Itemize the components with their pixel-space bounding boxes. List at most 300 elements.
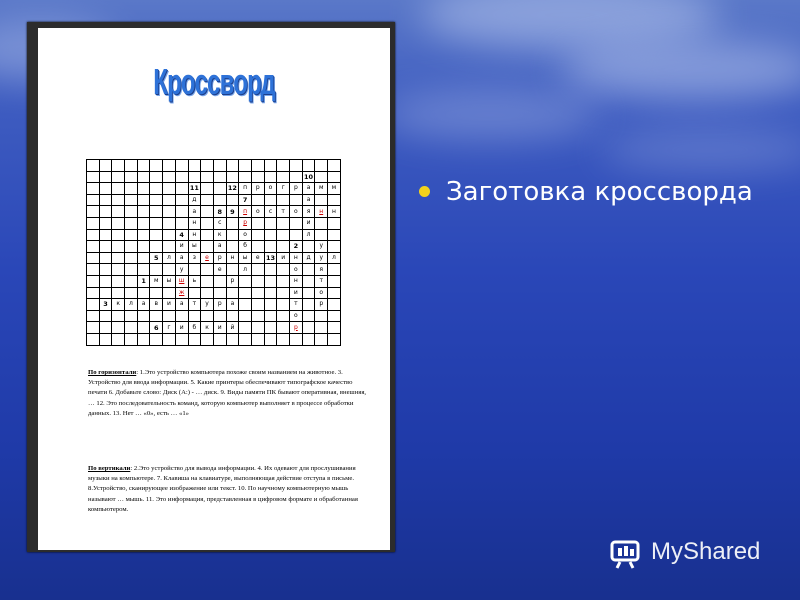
crossword-cell: [328, 171, 341, 183]
crossword-cell: н: [328, 206, 341, 218]
crossword-cell: [264, 241, 277, 253]
crossword-cell: [264, 171, 277, 183]
crossword-cell: [125, 333, 138, 345]
crossword-cell: [264, 217, 277, 229]
crossword-cell: [239, 299, 252, 311]
crossword-cell: [315, 160, 328, 172]
crossword-row: [87, 194, 341, 206]
crossword-cell: [137, 310, 150, 322]
crossword-cell: [150, 287, 163, 299]
crossword-cell: 9: [226, 206, 239, 218]
crossword-cell: [302, 299, 315, 311]
crossword-cell: [150, 241, 163, 253]
crossword-cell: [264, 194, 277, 206]
crossword-cell: [163, 160, 176, 172]
crossword-cell: [87, 241, 100, 253]
crossword-cell: [112, 206, 125, 218]
crossword-cell: [99, 322, 112, 334]
crossword-cell: [290, 171, 303, 183]
crossword-cell: к: [201, 322, 214, 334]
crossword-cell: [163, 183, 176, 195]
crossword-cell: о: [290, 310, 303, 322]
crossword-cell: [251, 264, 264, 276]
crossword-cell: [201, 275, 214, 287]
crossword-cell: [277, 310, 290, 322]
myshared-logo-icon: [609, 536, 643, 570]
crossword-cell: м: [315, 183, 328, 195]
crossword-cell: [213, 160, 226, 172]
crossword-cell: 5: [150, 252, 163, 264]
crossword-cell: [175, 333, 188, 345]
crossword-cell: з: [188, 252, 201, 264]
crossword-cell: [137, 333, 150, 345]
crossword-cell: [125, 206, 138, 218]
crossword-cell: [125, 287, 138, 299]
crossword-cell: [163, 310, 176, 322]
crossword-cell: р: [251, 183, 264, 195]
crossword-cell: г: [277, 183, 290, 195]
crossword-cell: р: [315, 299, 328, 311]
crossword-cell: [150, 194, 163, 206]
clues-across: [88, 368, 370, 419]
crossword-cell: ж: [175, 287, 188, 299]
crossword-cell: [99, 171, 112, 183]
crossword-cell: [201, 310, 214, 322]
crossword-cell: [112, 264, 125, 276]
crossword-cell: [99, 310, 112, 322]
crossword-cell: [125, 310, 138, 322]
crossword-cell: [87, 252, 100, 264]
crossword-cell: и: [213, 322, 226, 334]
crossword-cell: [226, 194, 239, 206]
crossword-cell: 3: [99, 299, 112, 311]
crossword-cell: [188, 171, 201, 183]
crossword-cell: [226, 229, 239, 241]
crossword-cell: [150, 206, 163, 218]
crossword-cell: к: [112, 299, 125, 311]
crossword-cell: [226, 264, 239, 276]
crossword-cell: [302, 310, 315, 322]
crossword-cell: [87, 299, 100, 311]
crossword-cell: [99, 264, 112, 276]
crossword-cell: [239, 333, 252, 345]
crossword-cell: а: [175, 299, 188, 311]
document-page: [38, 28, 390, 550]
crossword-cell: [163, 229, 176, 241]
crossword-cell: [213, 194, 226, 206]
crossword-cell: р: [239, 217, 252, 229]
crossword-cell: [201, 287, 214, 299]
crossword-cell: н: [315, 206, 328, 218]
crossword-document-image: [27, 22, 395, 552]
crossword-cell: ы: [188, 241, 201, 253]
crossword-cell: [112, 252, 125, 264]
crossword-cell: [99, 333, 112, 345]
crossword-cell: 1: [137, 275, 150, 287]
crossword-cell: [328, 310, 341, 322]
bullet-dot-icon: [419, 186, 430, 197]
crossword-cell: [99, 229, 112, 241]
crossword-cell: [175, 171, 188, 183]
crossword-cell: [251, 194, 264, 206]
crossword-cell: а: [302, 194, 315, 206]
crossword-cell: [302, 322, 315, 334]
crossword-cell: [302, 333, 315, 345]
crossword-cell: л: [239, 264, 252, 276]
crossword-cell: [99, 287, 112, 299]
crossword-cell: [315, 333, 328, 345]
crossword-cell: [277, 333, 290, 345]
clues-down: [88, 464, 370, 515]
crossword-cell: [277, 229, 290, 241]
crossword-cell: [125, 183, 138, 195]
crossword-cell: [328, 299, 341, 311]
crossword-cell: [201, 171, 214, 183]
crossword-cell: [87, 310, 100, 322]
crossword-cell: [137, 217, 150, 229]
crossword-cell: [125, 229, 138, 241]
crossword-cell: 10: [304, 172, 314, 181]
crossword-cell: [328, 194, 341, 206]
crossword-cell: [251, 287, 264, 299]
crossword-cell: [137, 322, 150, 334]
crossword-cell: о: [315, 287, 328, 299]
crossword-cell: б: [188, 322, 201, 334]
crossword-cell: ь: [188, 275, 201, 287]
crossword-cell: н: [290, 252, 303, 264]
crossword-cell: т: [188, 299, 201, 311]
crossword-cell: [137, 160, 150, 172]
crossword-cell: ш: [175, 275, 188, 287]
crossword-cell: [125, 252, 138, 264]
crossword-cell: д: [188, 194, 201, 206]
crossword-cell: [251, 310, 264, 322]
crossword-cell: р: [290, 183, 303, 195]
crossword-cell: л: [163, 252, 176, 264]
crossword-cell: [315, 171, 328, 183]
crossword-cell: [137, 194, 150, 206]
crossword-cell: [137, 252, 150, 264]
crossword-cell: [150, 310, 163, 322]
crossword-cell: [112, 217, 125, 229]
crossword-cell: [137, 229, 150, 241]
crossword-cell: [328, 287, 341, 299]
crossword-cell: н: [290, 275, 303, 287]
crossword-cell: и: [290, 287, 303, 299]
crossword-cell: [163, 287, 176, 299]
crossword-row: [87, 275, 341, 287]
crossword-cell: [239, 322, 252, 334]
crossword-cell: [87, 275, 100, 287]
crossword-cell: [264, 264, 277, 276]
crossword-cell: [137, 287, 150, 299]
crossword-cell: 13: [265, 254, 275, 263]
crossword-cell: [175, 217, 188, 229]
crossword-cell: [150, 171, 163, 183]
crossword-cell: [264, 333, 277, 345]
crossword-cell: [201, 264, 214, 276]
crossword-cell: у: [175, 264, 188, 276]
crossword-cell: [201, 183, 214, 195]
crossword-cell: [251, 333, 264, 345]
crossword-cell: [112, 171, 125, 183]
crossword-cell: [99, 217, 112, 229]
crossword-cell: [277, 275, 290, 287]
crossword-cell: и: [277, 252, 290, 264]
crossword-cell: [125, 264, 138, 276]
crossword-cell: в: [150, 299, 163, 311]
crossword-cell: [150, 183, 163, 195]
crossword-cell: л: [125, 299, 138, 311]
crossword-cell: [277, 241, 290, 253]
crossword-cell: [302, 160, 315, 172]
crossword-cell: [277, 160, 290, 172]
crossword-cell: [239, 171, 252, 183]
crossword-cell: [125, 241, 138, 253]
crossword-cell: [163, 171, 176, 183]
crossword-cell: [213, 287, 226, 299]
crossword-cell: [188, 333, 201, 345]
crossword-cell: [163, 217, 176, 229]
crossword-cell: [112, 183, 125, 195]
crossword-cell: д: [302, 252, 315, 264]
crossword-cell: с: [213, 217, 226, 229]
crossword-cell: [251, 275, 264, 287]
brand-name: MyShared: [651, 538, 761, 565]
crossword-cell: р: [213, 252, 226, 264]
crossword-row: [87, 287, 341, 299]
crossword-cell: [315, 322, 328, 334]
crossword-cell: [112, 160, 125, 172]
crossword-cell: и: [302, 217, 315, 229]
crossword-cell: [277, 287, 290, 299]
crossword-cell: п: [239, 183, 252, 195]
crossword-row: [87, 217, 341, 229]
crossword-cell: [315, 217, 328, 229]
crossword-cell: [226, 171, 239, 183]
crossword-cell: [328, 322, 341, 334]
crossword-cell: [125, 160, 138, 172]
crossword-cell: [175, 183, 188, 195]
crossword-cell: ы: [163, 275, 176, 287]
crossword-cell: й: [226, 322, 239, 334]
crossword-cell: [264, 275, 277, 287]
crossword-cell: [226, 217, 239, 229]
crossword-cell: [290, 194, 303, 206]
crossword-cell: [175, 310, 188, 322]
crossword-cell: [302, 241, 315, 253]
bullet-text: Заготовка кроссворда: [446, 177, 753, 207]
crossword-cell: [99, 183, 112, 195]
crossword-cell: [264, 229, 277, 241]
crossword-cell: [239, 287, 252, 299]
crossword-cell: о: [290, 264, 303, 276]
crossword-cell: 2: [290, 241, 303, 253]
crossword-cell: [175, 160, 188, 172]
crossword-cell: л: [302, 229, 315, 241]
crossword-cell: [150, 160, 163, 172]
crossword-cell: р: [213, 299, 226, 311]
crossword-cell: [226, 287, 239, 299]
crossword-cell: [112, 241, 125, 253]
crossword-row: [87, 206, 341, 218]
crossword-cell: 12: [227, 184, 237, 193]
crossword-cell: [264, 160, 277, 172]
crossword-cell: [112, 287, 125, 299]
crossword-cell: [87, 206, 100, 218]
crossword-cell: а: [137, 299, 150, 311]
crossword-cell: [125, 322, 138, 334]
crossword-cell: [302, 264, 315, 276]
crossword-cell: [239, 310, 252, 322]
crossword-cell: [264, 287, 277, 299]
crossword-cell: [99, 275, 112, 287]
crossword-cell: [112, 333, 125, 345]
crossword-cell: [213, 183, 226, 195]
crossword-cell: [226, 310, 239, 322]
crossword-cell: [239, 160, 252, 172]
crossword-cell: [201, 229, 214, 241]
crossword-cell: [188, 264, 201, 276]
crossword-cell: [315, 310, 328, 322]
crossword-row: [87, 160, 341, 172]
crossword-cell: [87, 160, 100, 172]
crossword-cell: р: [290, 322, 303, 334]
crossword-cell: е: [213, 264, 226, 276]
crossword-cell: с: [264, 206, 277, 218]
crossword-cell: и: [175, 322, 188, 334]
crossword-cell: [87, 333, 100, 345]
crossword-cell: [201, 333, 214, 345]
crossword-cell: 6: [150, 322, 163, 334]
crossword-cell: [290, 333, 303, 345]
document-title: Кроссворд: [153, 62, 275, 103]
crossword-cell: [251, 299, 264, 311]
crossword-cell: [87, 171, 100, 183]
crossword-cell: а: [188, 206, 201, 218]
crossword-cell: [328, 264, 341, 276]
crossword-cell: р: [226, 275, 239, 287]
crossword-cell: [163, 206, 176, 218]
crossword-cell: [290, 160, 303, 172]
crossword-cell: т: [315, 275, 328, 287]
clues-down-text: : 2.Это устройство для вывода информации. 4. Их одевают для прослушивания музыки на компьютере. 7. Клавиша на клавиатуре, выполняющая действие отступа в письме. 8.Устройство, сканирующее изображение или текст. 10. По научному компьютерную мышь называют … мышь. 11. Это информация, представленная в цифровом формате и обработанная компьютером.: [88, 465, 358, 513]
crossword-cell: [163, 241, 176, 253]
crossword-cell: [213, 310, 226, 322]
crossword-cell: [264, 310, 277, 322]
crossword-cell: [99, 194, 112, 206]
crossword-row: [87, 333, 341, 345]
crossword-cell: [328, 217, 341, 229]
crossword-cell: [328, 333, 341, 345]
crossword-cell: и: [163, 299, 176, 311]
crossword-cell: [125, 217, 138, 229]
crossword-cell: [163, 264, 176, 276]
crossword-cell: [163, 194, 176, 206]
clues-across-label: По горизонтали: [88, 369, 137, 376]
crossword-cell: а: [302, 183, 315, 195]
crossword-cell: м: [328, 183, 341, 195]
crossword-cell: [188, 287, 201, 299]
crossword-cell: [125, 194, 138, 206]
crossword-cell: [87, 322, 100, 334]
crossword-cell: г: [163, 322, 176, 334]
crossword-cell: [213, 171, 226, 183]
crossword-cell: [328, 229, 341, 241]
crossword-cell: [264, 322, 277, 334]
crossword-cell: [315, 229, 328, 241]
crossword-cell: т: [277, 206, 290, 218]
crossword-cell: [125, 275, 138, 287]
crossword-cell: 4: [175, 229, 188, 241]
crossword-cell: [112, 275, 125, 287]
crossword-cell: [201, 160, 214, 172]
crossword-cell: [87, 287, 100, 299]
crossword-cell: [251, 171, 264, 183]
crossword-cell: [277, 217, 290, 229]
crossword-cell: [112, 310, 125, 322]
crossword-cell: [163, 333, 176, 345]
crossword-cell: о: [251, 206, 264, 218]
crossword-cell: [226, 160, 239, 172]
crossword-cell: [150, 333, 163, 345]
crossword-cell: [188, 160, 201, 172]
crossword-cell: [277, 322, 290, 334]
crossword-cell: [112, 229, 125, 241]
crossword-cell: [277, 171, 290, 183]
crossword-cell: о: [290, 206, 303, 218]
crossword-cell: 7: [239, 194, 252, 206]
crossword-cell: [251, 160, 264, 172]
crossword-cell: я: [302, 206, 315, 218]
crossword-cell: б: [239, 241, 252, 253]
crossword-cell: [188, 310, 201, 322]
crossword-cell: а: [213, 241, 226, 253]
crossword-cell: о: [239, 229, 252, 241]
crossword-cell: [175, 194, 188, 206]
crossword-cell: ы: [239, 252, 252, 264]
crossword-cell: [175, 206, 188, 218]
crossword-row: [87, 322, 341, 334]
crossword-row: [87, 171, 341, 183]
crossword-cell: л: [328, 252, 341, 264]
crossword-row: [87, 252, 341, 264]
clues-down-label: По вертикали: [88, 465, 131, 472]
crossword-cell: у: [315, 241, 328, 253]
crossword-cell: [239, 275, 252, 287]
crossword-cell: [125, 171, 138, 183]
crossword-cell: [290, 229, 303, 241]
crossword-cell: [328, 275, 341, 287]
crossword-cell: [251, 241, 264, 253]
crossword-cell: н: [226, 252, 239, 264]
crossword-cell: н: [188, 217, 201, 229]
crossword-cell: [290, 217, 303, 229]
crossword-cell: [328, 160, 341, 172]
crossword-cell: [201, 194, 214, 206]
crossword-cell: [226, 241, 239, 253]
crossword-cell: [277, 299, 290, 311]
crossword-cell: [99, 160, 112, 172]
crossword-cell: [251, 322, 264, 334]
crossword-cell: [87, 264, 100, 276]
crossword-cell: [137, 206, 150, 218]
crossword-cell: [201, 206, 214, 218]
crossword-cell: [213, 333, 226, 345]
crossword-cell: [213, 275, 226, 287]
crossword-cell: [226, 333, 239, 345]
crossword-cell: [302, 275, 315, 287]
